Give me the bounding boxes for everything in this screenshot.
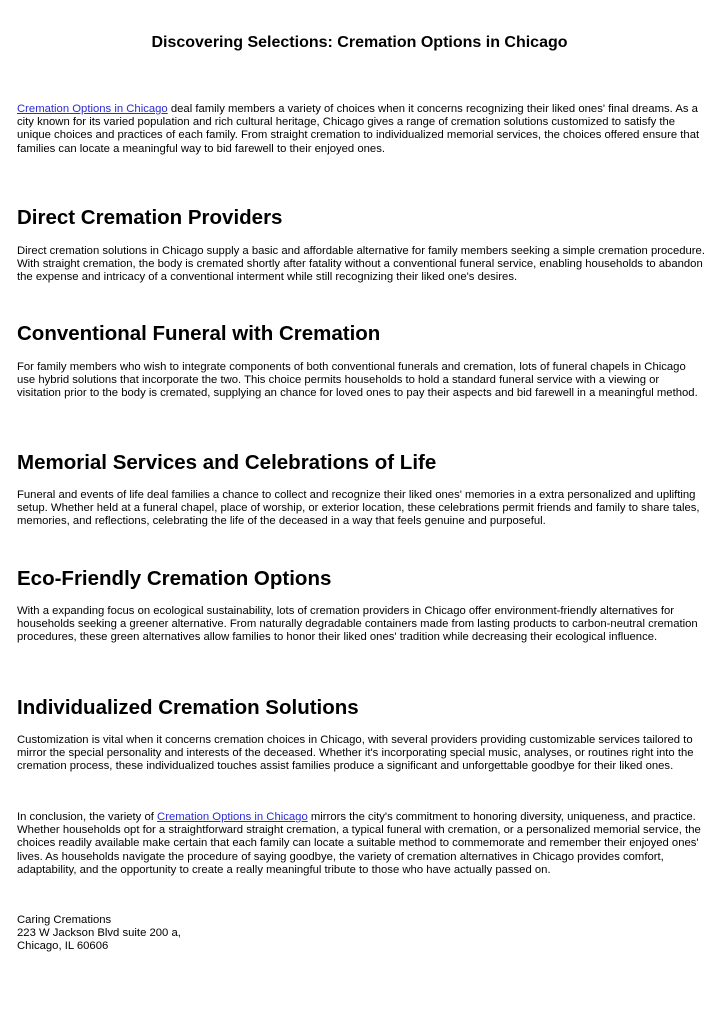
cremation-options-link[interactable]: Cremation Options in Chicago [17, 103, 168, 115]
section-body-conventional-funeral: For family members who wish to integrate components of both conventional funerals and cremation, lots of funeral chapels in Chicago use hybrid solutions that incorporate the two. This choice permits households to hold a standard funeral service with a viewing or visitation prior to the body is cremated, supplying an chance for loved ones to pay their aspects and bid farewell in a meaningful method. [17, 361, 698, 400]
section-heading-conventional-funeral: Conventional Funeral with Cremation [17, 322, 381, 345]
section-body-direct-cremation: Direct cremation solutions in Chicago supply a basic and affordable alternative for family members seeking a simple cremation procedure. With straight cremation, the body is cremated shortly after fatality without a conventional funeral service, enabling households to abandon the expense and intricacy of a conventional interment while still recognizing their liked one's desires. [17, 245, 705, 284]
address-name: Caring Cremations [17, 914, 112, 926]
address-street: 223 W Jackson Blvd suite 200 a, [17, 927, 181, 940]
section-heading-memorial-services: Memorial Services and Celebrations of Life [17, 451, 437, 474]
section-heading-individualized: Individualized Cremation Solutions [17, 696, 359, 719]
section-body-memorial-services: Funeral and events of life deal families a chance to collect and recognize their liked ones' memories in a extra personalized and uplifting setup. Whether held at a funeral chapel, place of worship, or exterior location, these celebrations permit friends and family to share tales, memories, and reflections, celebrating the life of the deceased in a way that feels genuine and purposeful. [17, 489, 700, 528]
conclusion-paragraph [17, 811, 705, 877]
intro-paragraph [17, 103, 705, 156]
intro-text: deal family members a variety of choices when it concerns recognizing their liked ones' final dreams. As a city known for its varied population and rich cultural heritage, Chicago gives a range of cremation solutions customized to satisfy the unique choices and practices of each family. From straight cremation to individualized memorial services, the choices offered ensure that families can locate a meaningful way to bid farewell to their enjoyed ones. [17, 103, 700, 155]
section-body-individualized: Customization is vital when it concerns cremation choices in Chicago, with several providers providing customizable services tailored to mirror the special personality and interests of the deceased. Whether it's incorporating special music, analyses, or routines right into the cremation process, these individualized touches assist families produce a significant and unforgettable goodbye for their liked ones. [17, 734, 694, 773]
section-heading-eco-friendly: Eco-Friendly Cremation Options [17, 567, 332, 590]
conclusion-prefix: In conclusion, the variety of [17, 811, 158, 823]
section-body-eco-friendly: With a expanding focus on ecological sustainability, lots of cremation providers in Chicago offer environment-friendly alternatives for households seeking a greener alternative. From naturally degradable containers made from lasting products to carbon-neutral cremation procedures, these green alternatives allow families to honor their liked ones' tradition while decreasing their ecological influence. [17, 605, 698, 644]
section-heading-direct-cremation: Direct Cremation Providers [17, 206, 283, 229]
page-title: Discovering Selections: Cremation Options in Chicago [151, 34, 568, 51]
address-city: Chicago, IL 60606 [17, 940, 109, 953]
conclusion-suffix: mirrors the city's commitment to honoring diversity, uniqueness, and practice. Whether households opt for a straightforward straight cremation, a typical funeral with cremation, or a personalized memorial service, the choices readily available make certain that each family can locate a suitable method to commemorate and remember their enjoyed ones' lives. As households navigate the procedure of saying goodbye, the variety of cremation alternatives in Chicago provides comfort, adaptability, and the opportunity to create a really meaningful tribute to those who have actually passed on. [17, 811, 701, 876]
cremation-options-link-conclusion[interactable]: Cremation Options in Chicago [157, 811, 308, 823]
address-block [17, 914, 705, 954]
